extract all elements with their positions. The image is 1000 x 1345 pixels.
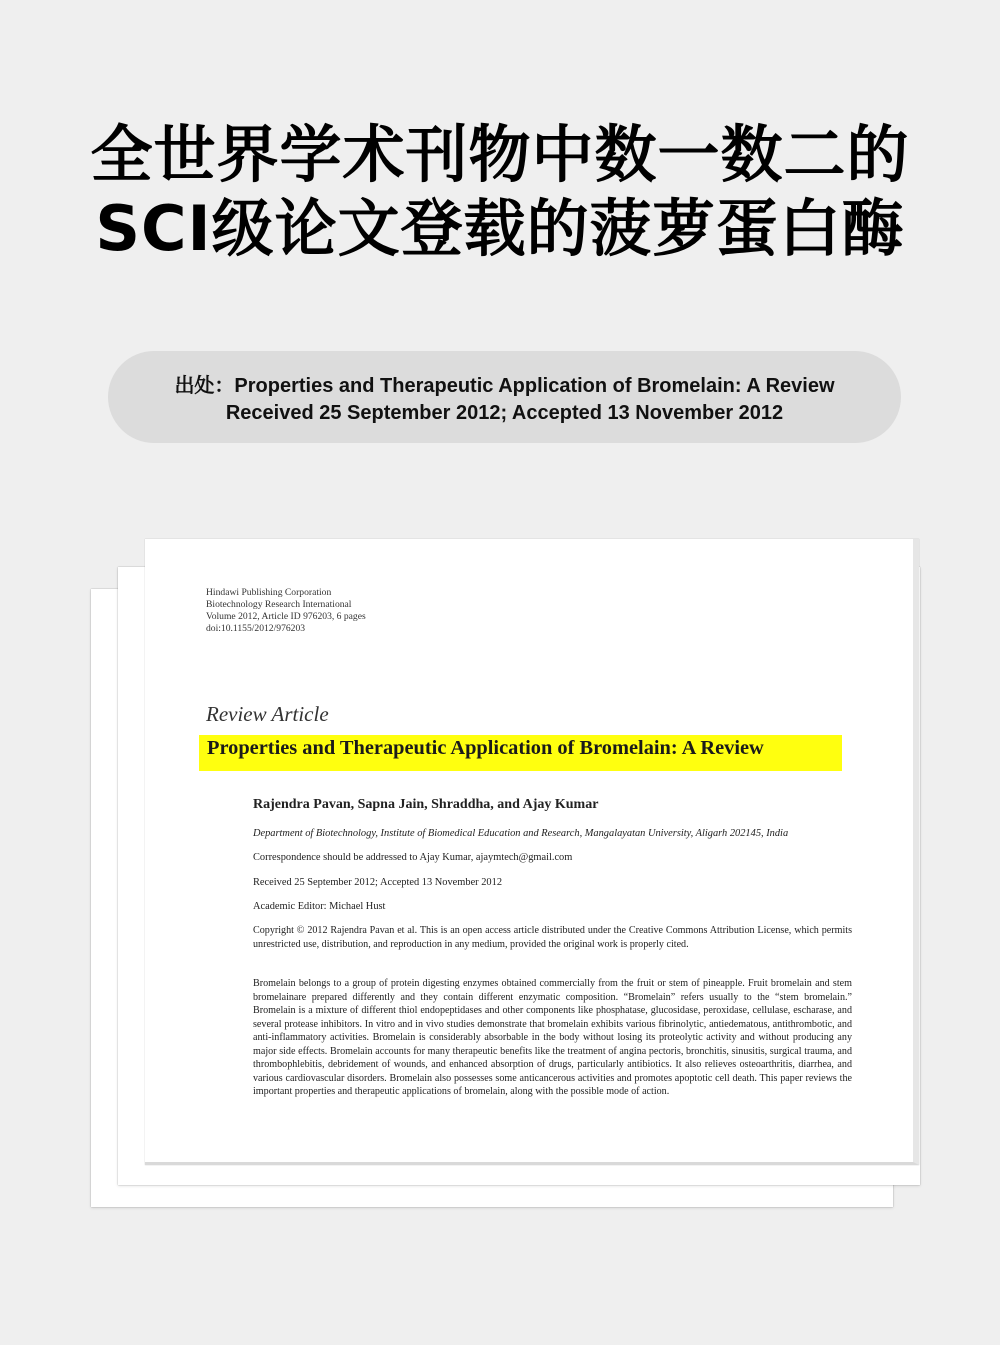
headline-line-2: SCI级论文登载的菠萝蛋白酶 [95, 192, 905, 265]
copyright-notice: Copyright © 2012 Rajendra Pavan et al. This is an open access article distributed under the Creative Commons Attribution License, which permits unrestricted use, distribution, and reproduction in any medium, provided the original work is properly cited. [253, 925, 852, 950]
journal-name: Biotechnology Research International [206, 599, 352, 610]
source-title-line: 出处：Properties and Therapeutic Application of Bromelain: A Review [174, 375, 835, 397]
affiliation: Department of Biotechnology, Institute of Biomedical Education and Research, Mangalayatan University, Aligarh 202145, India [253, 828, 789, 839]
volume-info: Volume 2012, Article ID 976203, 6 pages [206, 611, 366, 622]
doi: doi:10.1155/2012/976203 [206, 623, 306, 634]
headline-line-1: 全世界学术刊物中数一数二的 [90, 118, 910, 191]
paper-sheet-front [145, 539, 919, 1165]
received-dates: Received 25 September 2012; Accepted 13 November 2012 [253, 877, 503, 888]
abstract: Bromelain belongs to a group of protein digesting enzymes obtained commercially from the fruit or stem of pineapple. Fruit bromelain and stem bromelainare prepared differently and they contain different enzymatic composition. “Bromelain” refers usually to the “stem bromelain.” Bromelain is a mixture of different thiol endopeptidases and other components like phosphatase, glucosidase, peroxidase, cellulase, escharase, and several protease inhibitors. In vitro and in vivo studies demonstrate that bromelain exhibits various fibrinolytic, antiedematous, antithrombotic, and anti-inflammatory activities. Bromelain is considerably absorbable in the body without losing its proteolytic activity and without producing any major side effects. Bromelain accounts for many therapeutic benefits like the treatment of angina pectoris, bronchitis, sinusitis, surgical trauma, and thrombophlebitis, debridement of wounds, and enhanced absorption of drugs, particularly antibiotics. It also relieves osteoarthritis, diarrhea, and various cardiovascular disorders. Bromelain also possesses some anticancerous activities and promotes apoptotic cell death. This paper reviews the important properties and therapeutic applications of bromelain, along with the possible mode of action. [253, 978, 852, 1097]
source-dates-line: Received 25 September 2012; Accepted 13 November 2012 [225, 402, 784, 424]
paper-page [145, 539, 913, 1162]
correspondence: Correspondence should be addressed to Ajay Kumar, ajaymtech@gmail.com [253, 852, 573, 863]
article-title: Properties and Therapeutic Application of Bromelain: A Review [207, 737, 764, 759]
publisher: Hindawi Publishing Corporation [206, 587, 332, 598]
authors: Rajendra Pavan, Sapna Jain, Shraddha, and Ajay Kumar [253, 797, 599, 812]
academic-editor: Academic Editor: Michael Hust [253, 901, 386, 912]
article-type: Review Article [206, 702, 329, 726]
publication-info [206, 587, 366, 635]
source-citation-pill [108, 351, 901, 443]
headline [0, 118, 1000, 266]
